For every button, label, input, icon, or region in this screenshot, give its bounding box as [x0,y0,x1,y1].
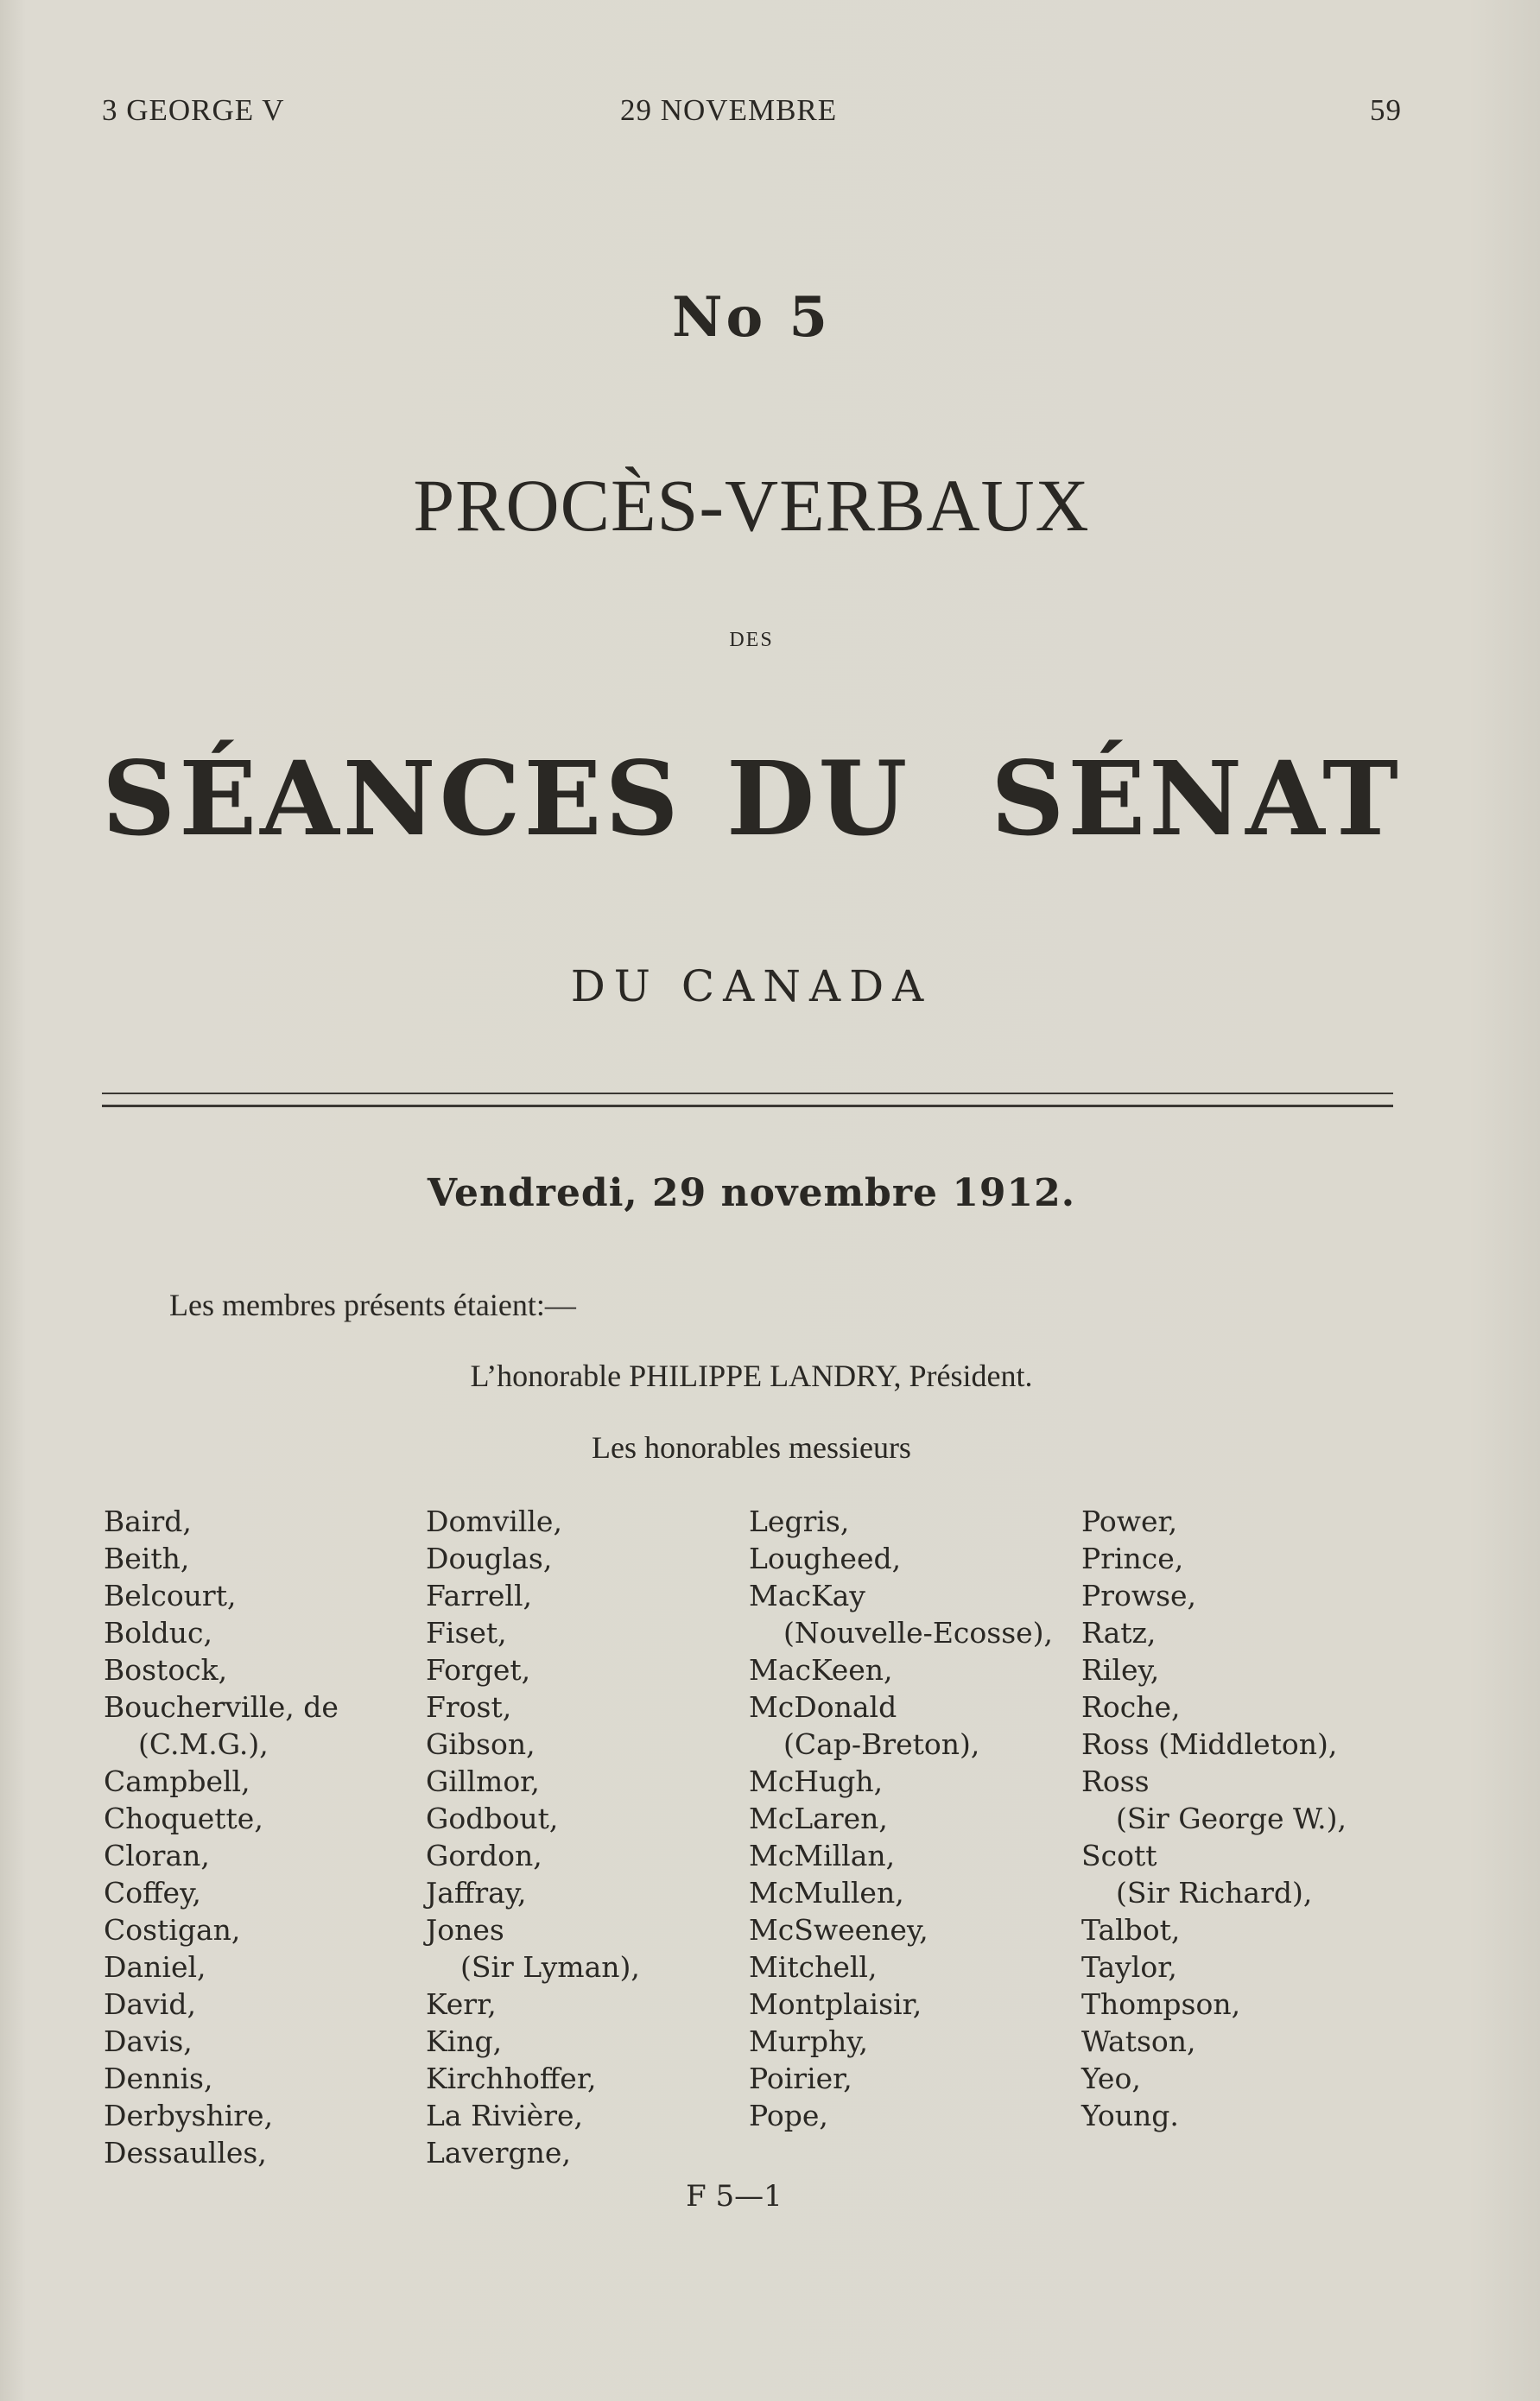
member-name: (Sir George W.), [1116,1802,1347,1835]
member-name: Talbot, [1081,1913,1181,1947]
member-name: Watson, [1081,2024,1196,2058]
title-word-seances: SÉANCES [102,738,682,858]
member-name: Domville, [426,1505,562,1538]
title-proces-verbaux: PROCÈS-VERBAUX [413,464,1090,547]
member-name: Murphy, [749,2024,868,2058]
member-name: Belcourt, [104,1579,237,1612]
members-column-4 [1081,1503,1347,2134]
member-name: Roche, [1081,1690,1181,1724]
member-name: McLaren, [749,1802,888,1835]
member-name: Kirchhoffer, [426,2062,597,2095]
member-name: Jones [426,1913,504,1947]
member-name: Derbyshire, [104,2099,274,2132]
honorables-heading: Les honorables messieurs [592,1430,911,1465]
member-name: Coffey, [104,1876,201,1910]
member-name: Lavergne, [426,2136,571,2170]
member-name: Pope, [749,2099,828,2132]
member-name: Thompson, [1081,1987,1241,2021]
member-name: Forget, [426,1653,531,1687]
header-date: 29 NOVEMBRE [620,93,838,127]
member-name: Dessaulles, [104,2136,267,2170]
title-word-du: DU [726,738,911,858]
member-name: Mitchell, [749,1950,878,1984]
member-name: Cloran, [104,1839,210,1872]
president-line: L’honorable PHILIPPE LANDRY, Président. [470,1359,1033,1393]
members-intro: Les membres présents étaient:— [169,1288,576,1322]
member-name: Dennis, [104,2062,213,2095]
member-name: Douglas, [426,1542,553,1575]
member-name: (Sir Richard), [1116,1876,1313,1910]
member-name: Scott [1081,1839,1157,1872]
member-name: Gillmor, [426,1764,540,1798]
member-name: Jaffray, [426,1876,527,1910]
member-name: Ross [1081,1764,1150,1798]
member-name: Fiset, [426,1616,507,1650]
member-name: King, [426,2024,503,2058]
member-name: Legris, [749,1505,850,1538]
member-name: Taylor, [1081,1950,1177,1984]
member-name: Daniel, [104,1950,206,1984]
member-name: McMillan, [749,1839,896,1872]
member-name: Beith, [104,1542,190,1575]
members-column-3 [749,1503,1053,2134]
member-name: (Nouvelle-Ecosse), [783,1616,1054,1650]
member-name: Ross (Middleton), [1081,1727,1338,1761]
member-name: (Sir Lyman), [460,1950,640,1984]
member-name: MacKeen, [749,1653,893,1687]
member-name: Kerr, [426,1987,497,2021]
title-des: DES [729,629,774,651]
member-name: Baird, [104,1505,192,1538]
member-name: Power, [1081,1505,1178,1538]
member-name: Campbell, [104,1764,250,1798]
member-name: MacKay [749,1579,865,1612]
member-name: Young. [1081,2099,1179,2132]
header-regnal-year: 3 GEORGE V [102,93,285,127]
double-rule-divider [102,1093,1393,1107]
member-name: Davis, [104,2024,193,2058]
member-name: Farrell, [426,1579,533,1612]
issue-number: No 5 [672,285,831,350]
session-date: Vendredi, 29 novembre 1912. [427,1171,1076,1215]
member-name: Bostock, [104,1653,228,1687]
member-name: La Rivière, [426,2099,583,2132]
member-name: Prowse, [1081,1579,1197,1612]
member-name: Ratz, [1081,1616,1157,1650]
members-column-1 [104,1503,339,2171]
member-name: Bolduc, [104,1616,213,1650]
members-column-2 [426,1503,640,2171]
printer-signature: F 5—1 [686,2179,783,2214]
member-name: Boucherville, de [104,1690,339,1724]
member-name: Lougheed, [749,1542,902,1575]
member-name: McMullen, [749,1876,904,1910]
member-name: Godbout, [426,1802,559,1835]
title-du-canada: DU CANADA [570,961,933,1011]
title-seances-du-senat [102,738,1402,858]
member-name: Yeo, [1081,2062,1141,2095]
member-name: (Cap-Breton), [783,1727,980,1761]
members-list [104,1503,1434,2176]
member-name: Montplaisir, [749,1987,922,2021]
title-word-senat: SÉNAT [991,738,1402,858]
member-name: McDonald [749,1690,897,1724]
member-name: Gibson, [426,1727,536,1761]
member-name: Frost, [426,1690,512,1724]
member-name: Prince, [1081,1542,1184,1575]
member-name: McSweeney, [749,1913,928,1947]
member-name: Choquette, [104,1802,263,1835]
member-name: (C.M.G.), [138,1727,269,1761]
member-name: Costigan, [104,1913,241,1947]
member-name: Poirier, [749,2062,852,2095]
member-name: Riley, [1081,1653,1160,1687]
member-name: McHugh, [749,1764,884,1798]
running-header [102,93,1402,131]
page-number: 59 [1370,93,1402,127]
member-name: David, [104,1987,196,2021]
member-name: Gordon, [426,1839,542,1872]
